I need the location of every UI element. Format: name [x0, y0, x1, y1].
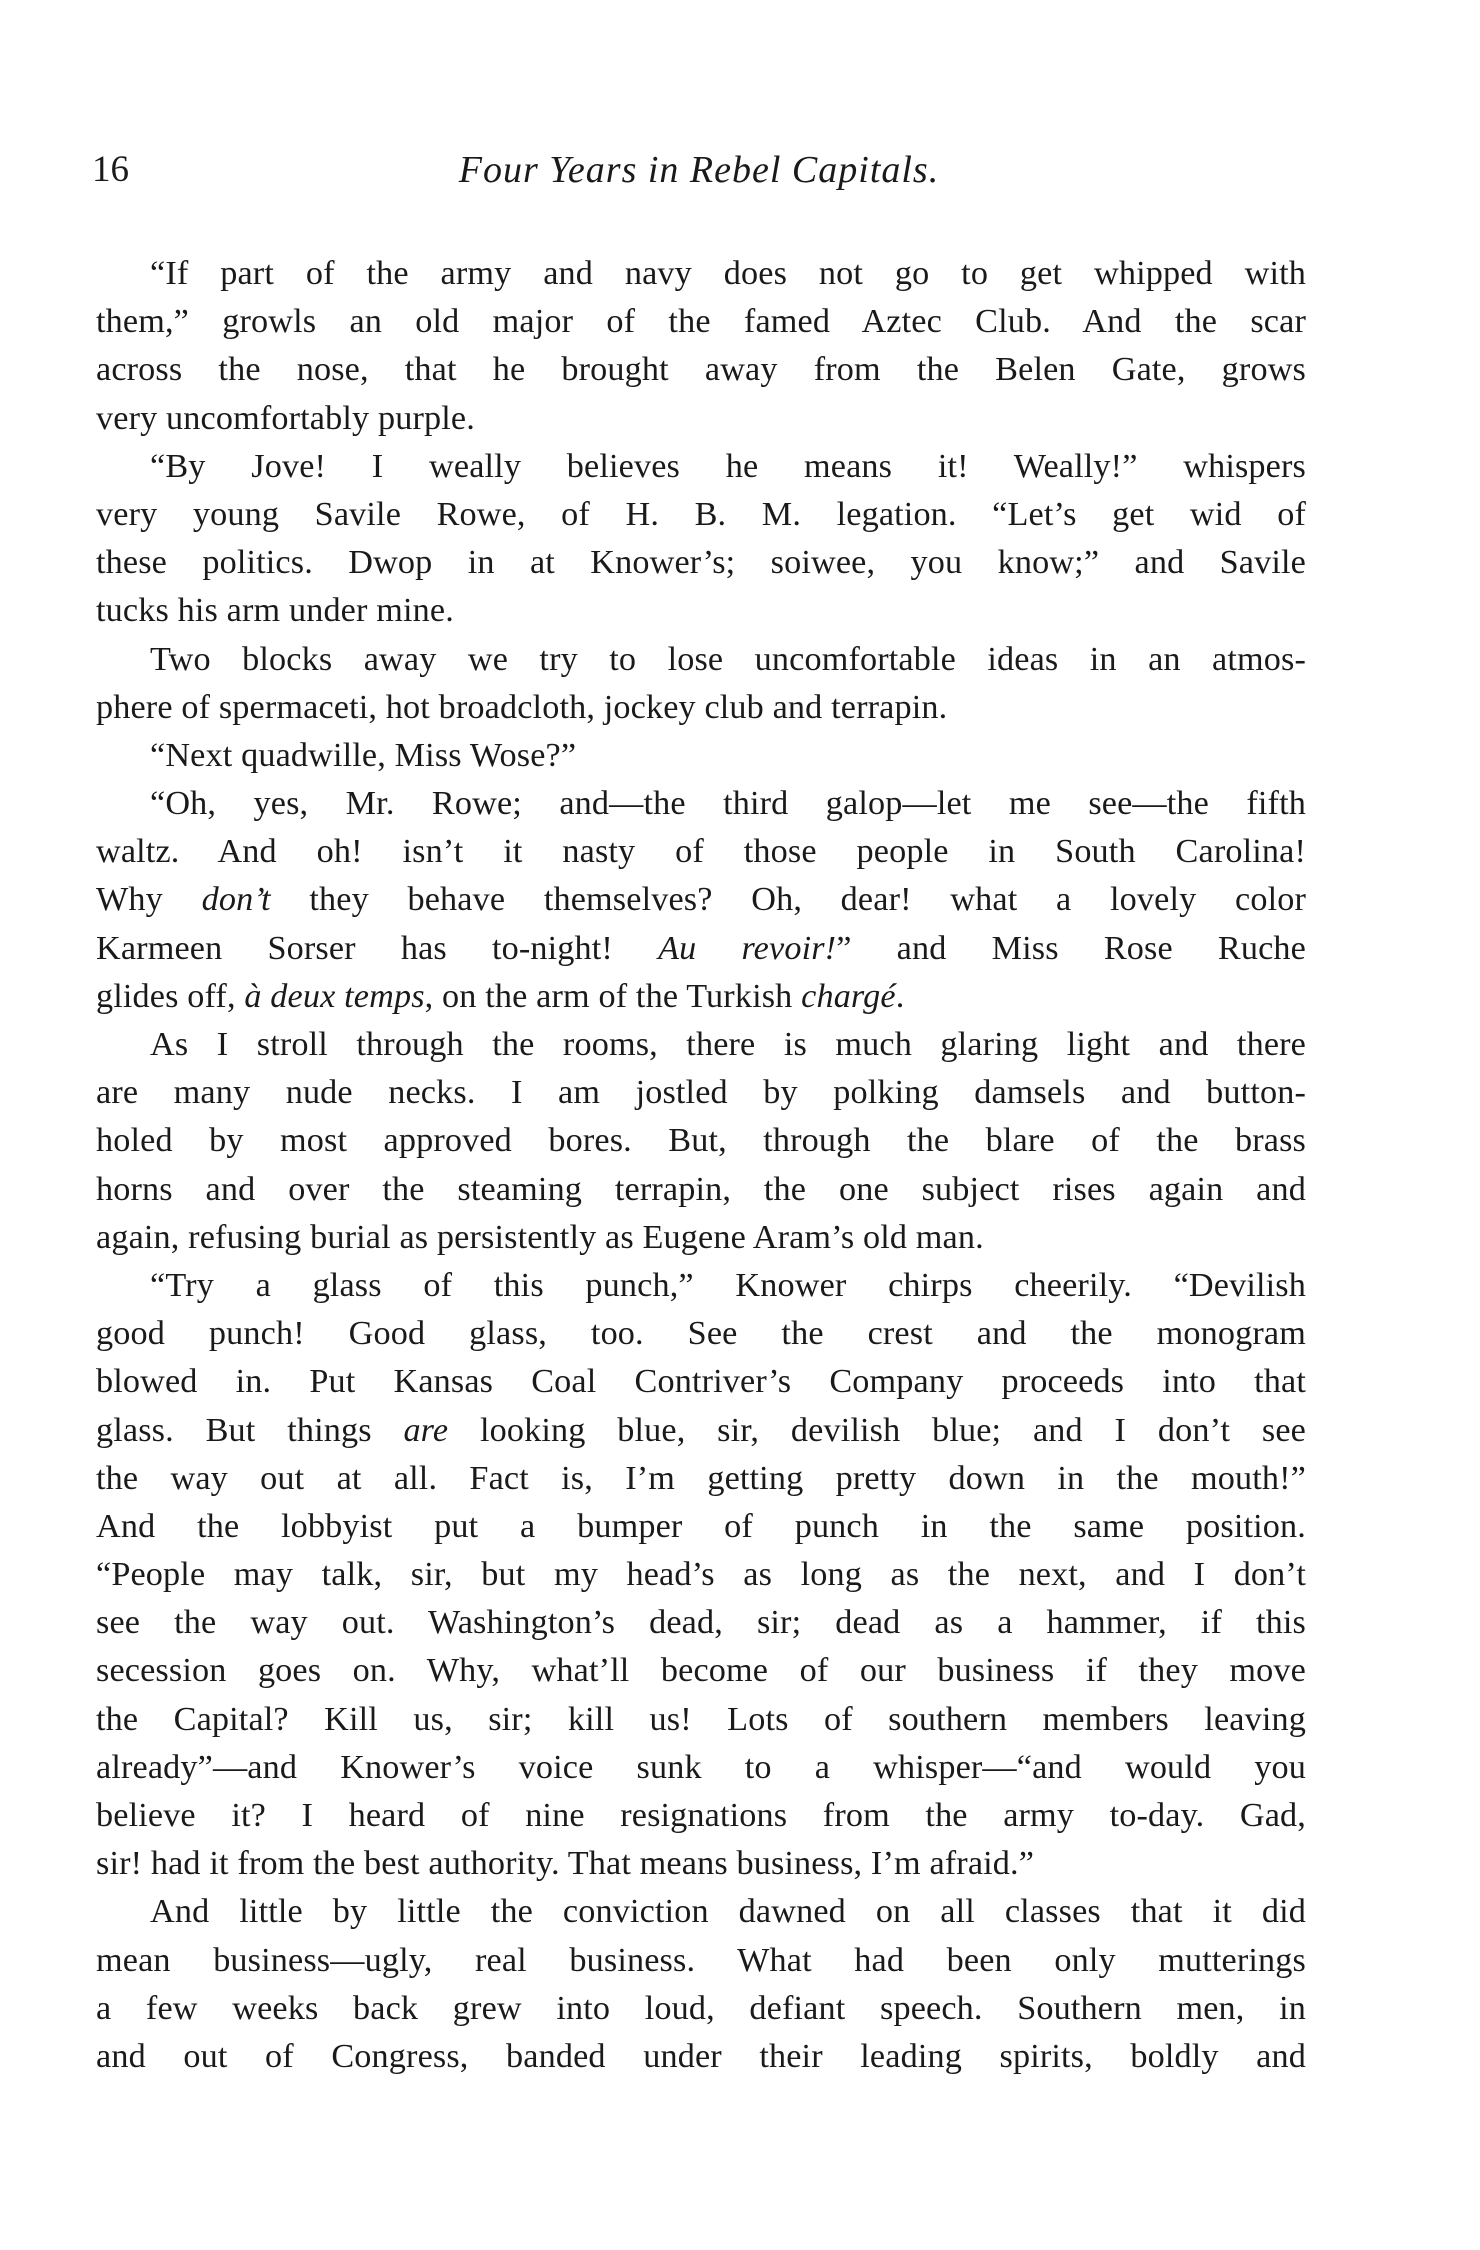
text-line: very uncomfortably purple.	[96, 399, 475, 437]
text-line: Two blocks away we try to lose uncomfortable ideas in an atmos-	[150, 640, 1306, 678]
running-head	[92, 148, 1306, 208]
text-line: sir! had it from the best authority. That means business, I’m afraid.”	[96, 1845, 1035, 1883]
text-line: phere of spermaceti, hot broadcloth, jockey club and terrapin.	[96, 688, 948, 726]
text-run: looking blue, sir, devilish blue; and I don’t see	[448, 1411, 1306, 1449]
text-line: across the nose, that he brought away from the Belen Gate, grows	[96, 351, 1306, 389]
text-run: Karmeen Sorser has to-night!	[96, 929, 659, 967]
text-line: and out of Congress, banded under their leading spirits, boldly and	[96, 2037, 1306, 2075]
text-run: glides off,	[96, 977, 245, 1015]
text-line: As I stroll through the rooms, there is much glaring light and there	[150, 1026, 1306, 1063]
italic-text: à deux temps	[244, 977, 425, 1015]
text-run: .	[895, 977, 905, 1015]
text-run: they behave themselves? Oh, dear! what a lovely color	[270, 881, 1306, 919]
text-line: “People may talk, sir, but my head’s as long as the next, and I don’t	[96, 1556, 1306, 1594]
text-line: the way out at all. Fact is, I’m getting pretty down in the mouth!”	[96, 1459, 1306, 1497]
text-line: “Oh, yes, Mr. Rowe; and—the third galop—let me see—the fifth	[150, 785, 1306, 823]
text-run: Why	[96, 881, 202, 919]
text-line: tucks his arm under mine.	[96, 592, 454, 630]
text-line: a few weeks back grew into loud, defiant speech. Southern men, in	[96, 1989, 1306, 2027]
text-line: them,” growls an old major of the famed Aztec Club. And the scar	[96, 303, 1306, 341]
text-line	[96, 925, 1306, 973]
text-line: And little by little the conviction dawned on all classes that it did	[150, 1893, 1306, 1931]
text-line: are many nude necks. I am jostled by polking damsels and button-	[96, 1074, 1306, 1112]
text-line: “By Jove! I weally believes he means it! Weally!” whispers	[150, 447, 1306, 485]
text-line	[96, 973, 1306, 1021]
italic-text: are	[403, 1411, 449, 1449]
text-line: blowed in. Put Kansas Coal Contriver’s Company proceeds into that	[96, 1363, 1306, 1401]
text-line: the Capital? Kill us, sir; kill us! Lots of southern members leaving	[96, 1700, 1306, 1738]
text-line: good punch! Good glass, too. See the crest and the monogram	[96, 1315, 1306, 1353]
text-line: “If part of the army and navy does not go to get whipped with	[150, 255, 1306, 292]
running-title: Four Years in Rebel Capitals.	[458, 149, 940, 191]
text-line: mean business—ugly, real business. What had been only mutterings	[96, 1941, 1306, 1979]
text-line: And the lobbyist put a bumper of punch in the same position.	[96, 1507, 1306, 1545]
text-line: again, refusing burial as persistently as Eugene Aram’s old man.	[96, 1218, 984, 1256]
page-number: 16	[92, 149, 129, 190]
text-line: very young Savile Rowe, of H. B. M. legation. “Let’s get wid of	[96, 495, 1306, 533]
text-line: already”—and Knower’s voice sunk to a whisper—“and would you	[96, 1748, 1306, 1786]
text-line: horns and over the steaming terrapin, the one subject rises again and	[96, 1170, 1306, 1208]
text-line	[96, 876, 1306, 924]
italic-text: chargé	[801, 977, 896, 1015]
text-run: ” and Miss Rose Ruche	[836, 929, 1307, 967]
text-line: “Try a glass of this punch,” Knower chirps cheerily. “Devilish	[150, 1266, 1306, 1304]
text-line: see the way out. Washington’s dead, sir; dead as a hammer, if this	[96, 1604, 1306, 1642]
text-line: “Next quadwille, Miss Wose?”	[150, 736, 577, 774]
text-line: believe it? I heard of nine resignations from the army to-day. Gad,	[96, 1797, 1306, 1834]
text-run: , on the arm of the Turkish	[424, 977, 802, 1015]
text-line: secession goes on. Why, what’ll become of our business if they move	[96, 1652, 1306, 1690]
text-run: glass. But things	[96, 1411, 404, 1449]
text-line: holed by most approved bores. But, through the blare of the brass	[96, 1122, 1306, 1160]
body-text	[96, 250, 1306, 2081]
text-line: waltz. And oh! isn’t it nasty of those people in South Carolina!	[96, 833, 1306, 871]
text-line: these politics. Dwop in at Knower’s; soiwee, you know;” and Savile	[96, 544, 1306, 582]
italic-text: Au revoir!	[658, 929, 837, 967]
italic-text: don’t	[201, 881, 271, 919]
text-line	[96, 1407, 1306, 1455]
